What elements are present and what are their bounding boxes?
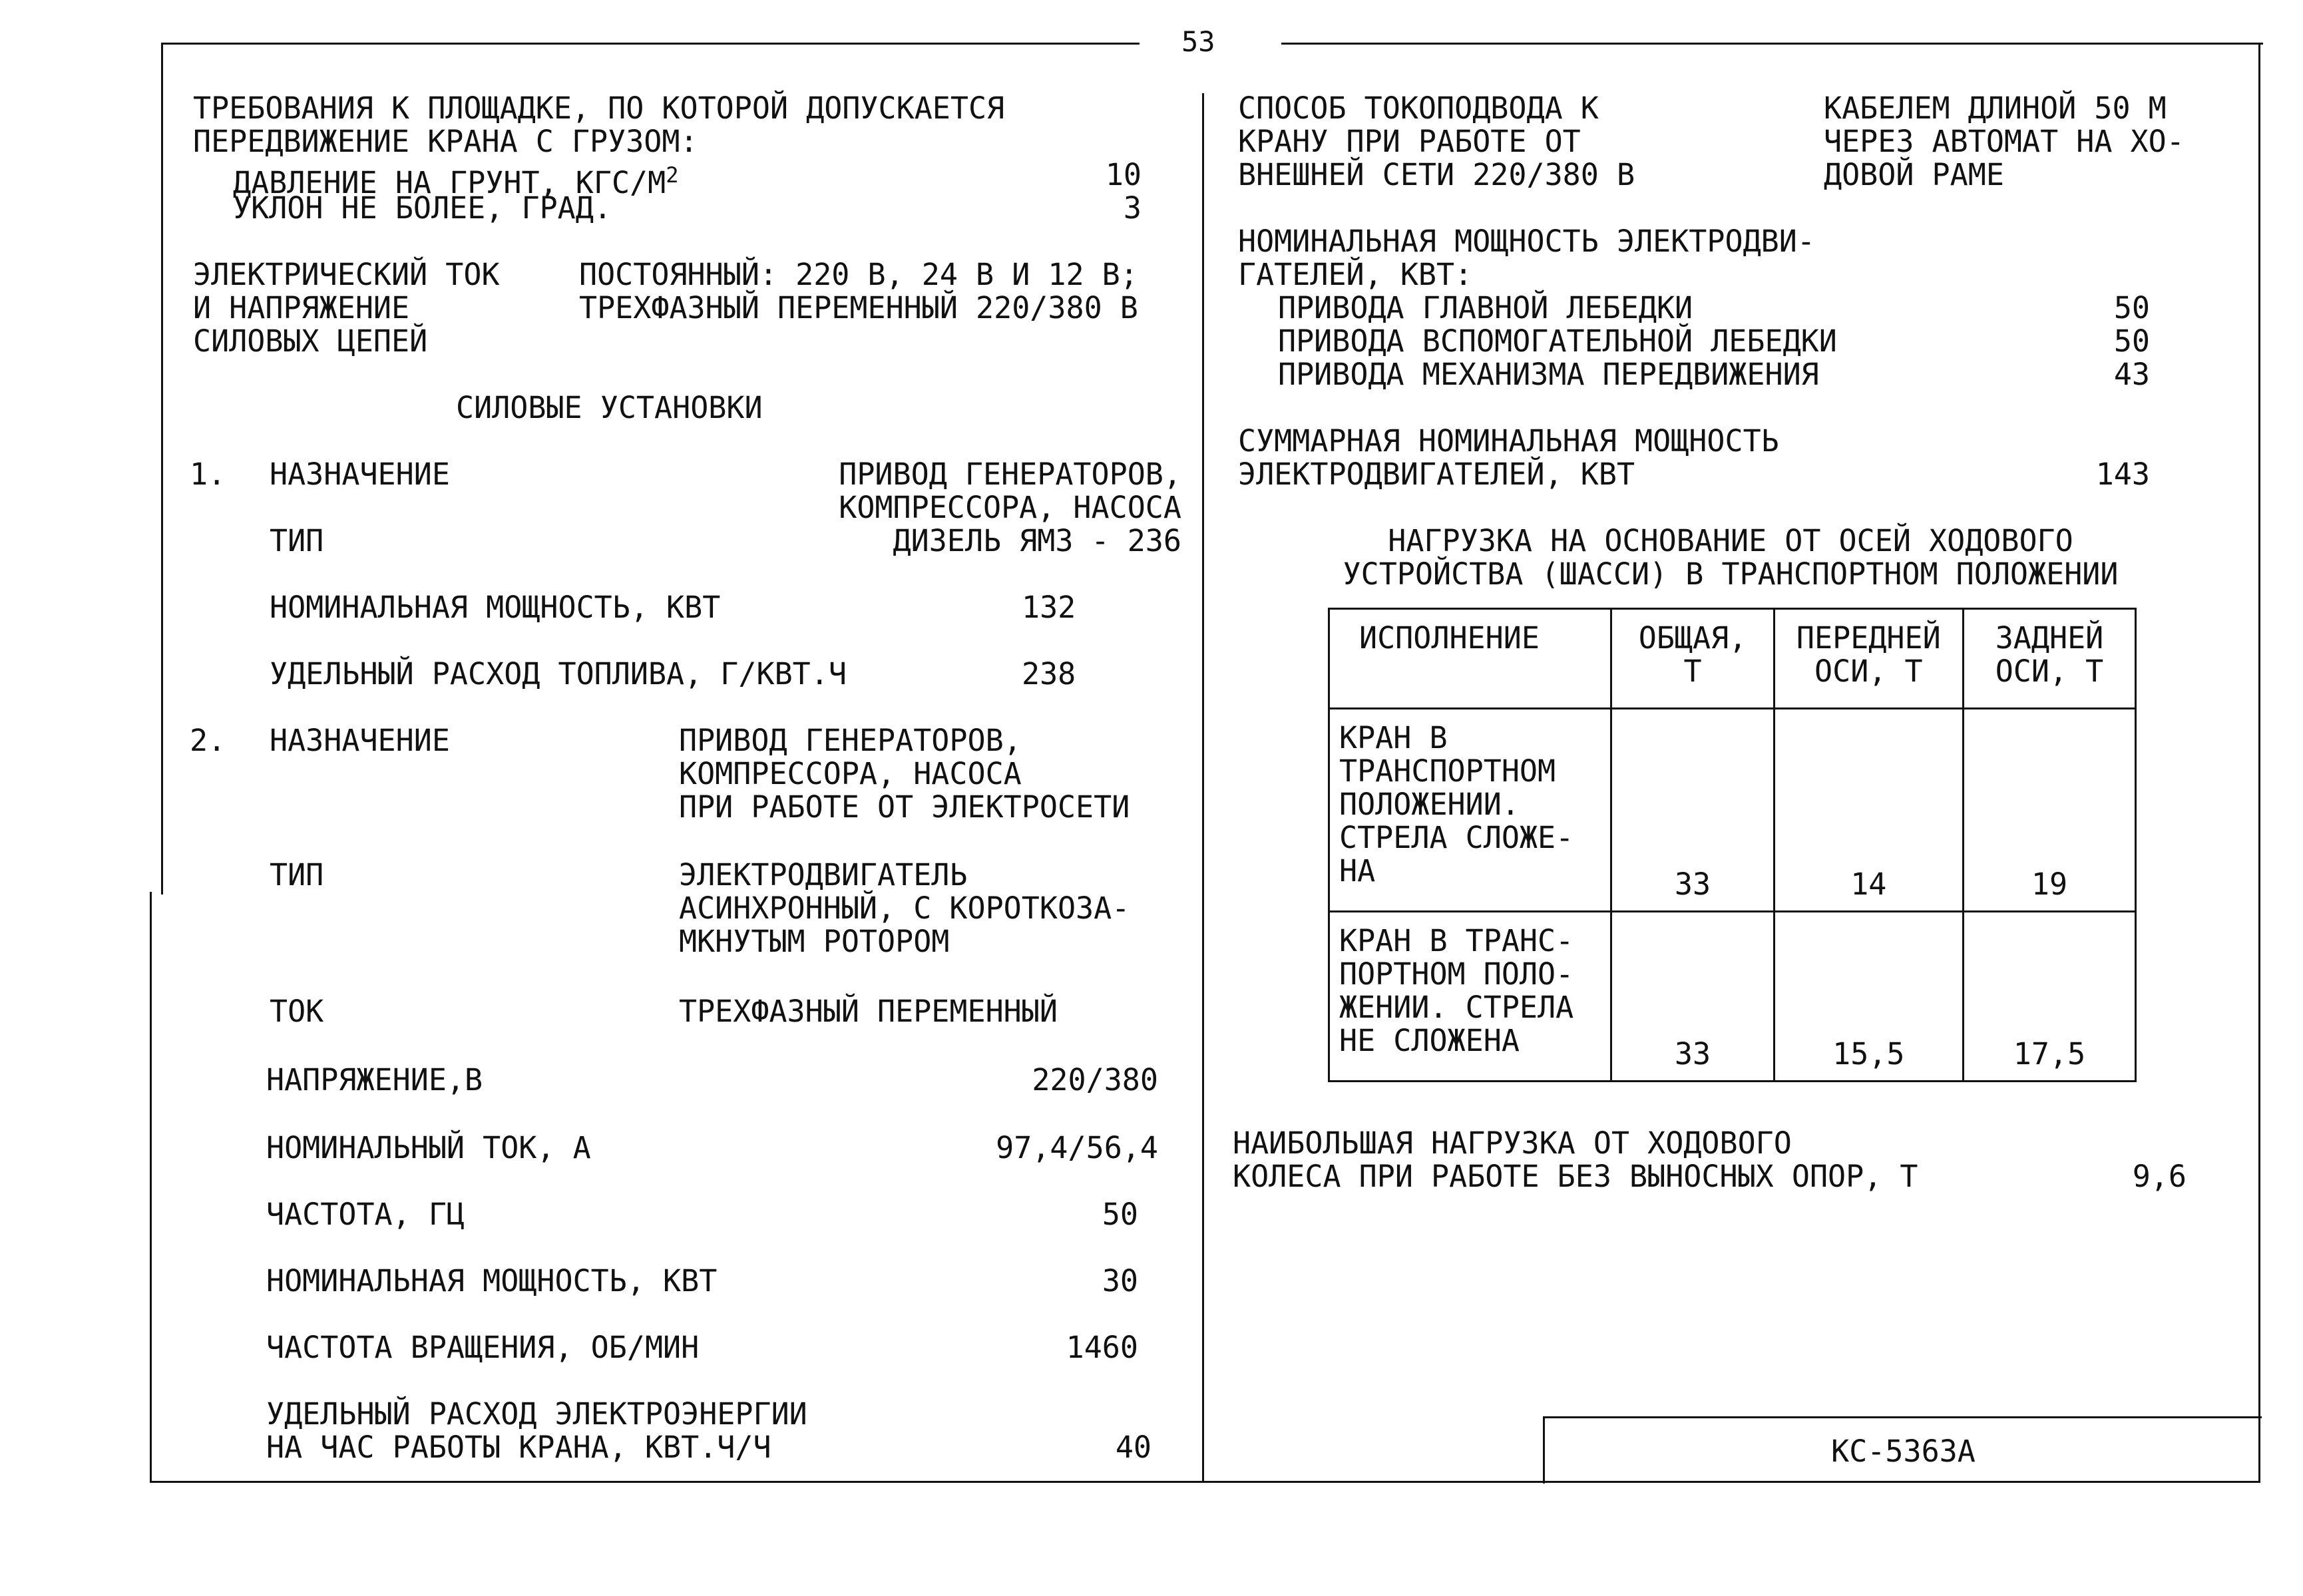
row2-total: 33 <box>1611 912 1774 1082</box>
unit1-purpose-value-2: КОМПРЕССОРА, НАСОСА <box>839 490 1181 525</box>
supply-value-3: ДОВОЙ РАМЕ <box>1824 157 2004 192</box>
axle-load-table <box>1328 608 2137 1082</box>
unit1-power-value: 132 <box>1022 590 1076 625</box>
motor-travel-value: 43 <box>2113 357 2150 392</box>
pressure-value: 10 <box>1105 157 1142 192</box>
unit2-number: 2. <box>190 723 226 758</box>
row2-rear: 17,5 <box>1963 912 2135 1082</box>
slope-label: УКЛОН НЕ БОЛЕЕ, ГРАД. <box>233 190 612 226</box>
power-units-heading: СИЛОВЫЕ УСТАНОВКИ <box>456 390 763 425</box>
max-wheel-load-value: 9,6 <box>2132 1159 2187 1194</box>
motors-title-2: ГАТЕЛЕЙ, КВТ: <box>1238 257 1473 292</box>
unit2-frequency-value: 50 <box>1102 1197 1138 1232</box>
supply-label-3: ВНЕШНЕЙ СЕТИ 220/380 В <box>1238 157 1635 192</box>
drawing-code: КС-5363А <box>1831 1433 1976 1469</box>
supply-label-2: КРАНУ ПРИ РАБОТЕ ОТ <box>1238 124 1581 159</box>
unit2-purpose-value-1: ПРИВОД ГЕНЕРАТОРОВ, <box>679 723 1022 758</box>
unit2-type-value-2: АСИНХРОННЫЙ, С КОРОТКОЗА- <box>679 891 1130 926</box>
title-block-stamp <box>1543 1416 2262 1484</box>
supply-value-2: ЧЕРЕЗ АВТОМАТ НА ХО- <box>1824 124 2185 159</box>
current-label-1: ЭЛЕКТРИЧЕСКИЙ ТОК <box>193 257 500 292</box>
site-requirements-title-2: ПЕРЕДВИЖЕНИЕ КРАНА С ГРУЗОМ: <box>193 124 698 159</box>
header-total: ОБЩАЯ, Т <box>1611 609 1774 709</box>
slope-value: 3 <box>1123 190 1142 226</box>
row2-version: КРАН В ТРАНС- ПОРТНОМ ПОЛО- ЖЕНИИ. СТРЕЛА НЕ СЛОЖЕНА <box>1329 912 1611 1082</box>
unit1-purpose-label: НАЗНАЧЕНИЕ <box>270 457 450 492</box>
table-header-row <box>1329 609 2136 709</box>
row1-rear: 19 <box>1963 709 2135 912</box>
load-table-title-1: НАГРУЗКА НА ОСНОВАНИЕ ОТ ОСЕЙ ХОДОВОГО <box>1388 523 2073 558</box>
row1-front: 14 <box>1774 709 1963 912</box>
unit2-power-value: 30 <box>1102 1263 1138 1298</box>
motor-aux-winch-value: 50 <box>2113 323 2150 359</box>
unit1-type-label: ТИП <box>270 523 324 558</box>
current-label-3: СИЛОВЫХ ЦЕПЕЙ <box>193 323 428 359</box>
total-power-label-2: ЭЛЕКТРОДВИГАТЕЛЕЙ, КВТ <box>1238 457 1635 492</box>
unit2-energy-label-2: НА ЧАС РАБОТЫ КРАНА, КВТ.Ч/Ч <box>266 1430 771 1465</box>
header-version: ИСПОЛНЕНИЕ <box>1329 609 1611 709</box>
motor-travel-label: ПРИВОДА МЕХАНИЗМА ПЕРЕДВИЖЕНИЯ <box>1278 357 1819 392</box>
frame-right <box>2258 43 2260 1483</box>
unit2-rated-current-value: 97,4/56,4 <box>996 1130 1158 1165</box>
current-value-2: ТРЕХФАЗНЫЙ ПЕРЕМЕННЫЙ 220/380 В <box>579 290 1138 325</box>
max-wheel-load-label-1: НАИБОЛЬШАЯ НАГРУЗКА ОТ ХОДОВОГО <box>1233 1125 1792 1161</box>
unit1-purpose-value-1: ПРИВОД ГЕНЕРАТОРОВ, <box>839 457 1181 492</box>
unit2-voltage-label: НАПРЯЖЕНИЕ,В <box>266 1062 483 1097</box>
unit1-type-value: ДИЗЕЛЬ ЯМЗ - 236 <box>893 523 1181 558</box>
unit1-number: 1. <box>190 457 226 492</box>
unit2-frequency-label: ЧАСТОТА, ГЦ <box>266 1197 465 1232</box>
row1-total: 33 <box>1611 709 1774 912</box>
table-row <box>1329 912 2136 1082</box>
supply-label-1: СПОСОБ ТОКОПОДВОДА К <box>1238 91 1599 126</box>
unit1-fuel-value: 238 <box>1022 656 1076 692</box>
frame-left-upper <box>161 43 163 895</box>
unit2-voltage-value: 220/380 <box>1032 1062 1158 1097</box>
site-requirements-title-1: ТРЕБОВАНИЯ К ПЛОЩАДКЕ, ПО КОТОРОЙ ДОПУСКАЕТСЯ <box>193 91 1005 126</box>
supply-value-1: КАБЕЛЕМ ДЛИНОЙ 50 М <box>1824 91 2167 126</box>
frame-top-right <box>1281 43 2263 45</box>
page-number: 53 <box>1181 25 1215 58</box>
unit2-energy-value: 40 <box>1115 1430 1152 1465</box>
unit2-purpose-value-3: ПРИ РАБОТЕ ОТ ЭЛЕКТРОСЕТИ <box>679 789 1130 825</box>
row1-version: КРАН В ТРАНСПОРТНОМ ПОЛОЖЕНИИ. СТРЕЛА СЛОЖЕ- НА <box>1329 709 1611 912</box>
unit1-power-label: НОМИНАЛЬНАЯ МОЩНОСТЬ, КВТ <box>270 590 721 625</box>
total-power-label-1: СУММАРНАЯ НОМИНАЛЬНАЯ МОЩНОСТЬ <box>1238 423 1779 459</box>
frame-left-lower <box>150 892 152 1483</box>
unit2-power-label: НОМИНАЛЬНАЯ МОЩНОСТЬ, КВТ <box>266 1263 718 1298</box>
unit2-type-value-1: ЭЛЕКТРОДВИГАТЕЛЬ <box>679 857 968 893</box>
unit2-current-value: ТРЕХФАЗНЫЙ ПЕРЕМЕННЫЙ <box>679 994 1058 1029</box>
frame-top-left <box>161 43 1140 45</box>
pressure-unit-sup: 2 <box>666 162 679 188</box>
header-rear-axle: ЗАДНЕЙ ОСИ, Т <box>1963 609 2135 709</box>
total-power-value: 143 <box>2095 457 2150 492</box>
current-value-1: ПОСТОЯННЫЙ: 220 В, 24 В И 12 В; <box>579 257 1138 292</box>
unit2-current-label: ТОК <box>270 994 324 1029</box>
pressure-label: ДАВЛЕНИЕ НА ГРУНТ, КГС/$М^2$ <box>233 162 679 200</box>
unit2-purpose-label: НАЗНАЧЕНИЕ <box>270 723 450 758</box>
header-front-axle: ПЕРЕДНЕЙ ОСИ, Т <box>1774 609 1963 709</box>
unit2-rpm-value: 1460 <box>1066 1330 1138 1365</box>
unit1-fuel-label: УДЕЛЬНЫЙ РАСХОД ТОПЛИВА, Г/КВТ.Ч <box>270 656 847 692</box>
unit2-rpm-label: ЧАСТОТА ВРАЩЕНИЯ, ОБ/МИН <box>266 1330 700 1365</box>
motor-main-winch-value: 50 <box>2113 290 2150 325</box>
column-divider <box>1202 93 1204 1482</box>
motor-main-winch-label: ПРИВОДА ГЛАВНОЙ ЛЕБЕДКИ <box>1278 290 1693 325</box>
unit2-rated-current-label: НОМИНАЛЬНЫЙ ТОК, А <box>266 1130 591 1165</box>
current-label-2: И НАПРЯЖЕНИЕ <box>193 290 410 325</box>
unit2-type-value-3: МКНУТЫМ РОТОРОМ <box>679 924 950 959</box>
motors-title-1: НОМИНАЛЬНАЯ МОЩНОСТЬ ЭЛЕКТРОДВИ- <box>1238 224 1815 259</box>
table-row <box>1329 709 2136 912</box>
unit2-energy-label-1: УДЕЛЬНЫЙ РАСХОД ЭЛЕКТРОЭНЕРГИИ <box>266 1396 807 1432</box>
max-wheel-load-label-2: КОЛЕСА ПРИ РАБОТЕ БЕЗ ВЫНОСНЫХ ОПОР, Т <box>1233 1159 1918 1194</box>
row2-front: 15,5 <box>1774 912 1963 1082</box>
unit2-purpose-value-2: КОМПРЕССОРА, НАСОСА <box>679 756 1022 791</box>
load-table-title-2: УСТРОЙСТВА (ШАССИ) В ТРАНСПОРТНОМ ПОЛОЖЕНИИ <box>1343 556 2119 592</box>
motor-aux-winch-label: ПРИВОДА ВСПОМОГАТЕЛЬНОЙ ЛЕБЕДКИ <box>1278 323 1837 359</box>
unit2-type-label: ТИП <box>270 857 324 893</box>
